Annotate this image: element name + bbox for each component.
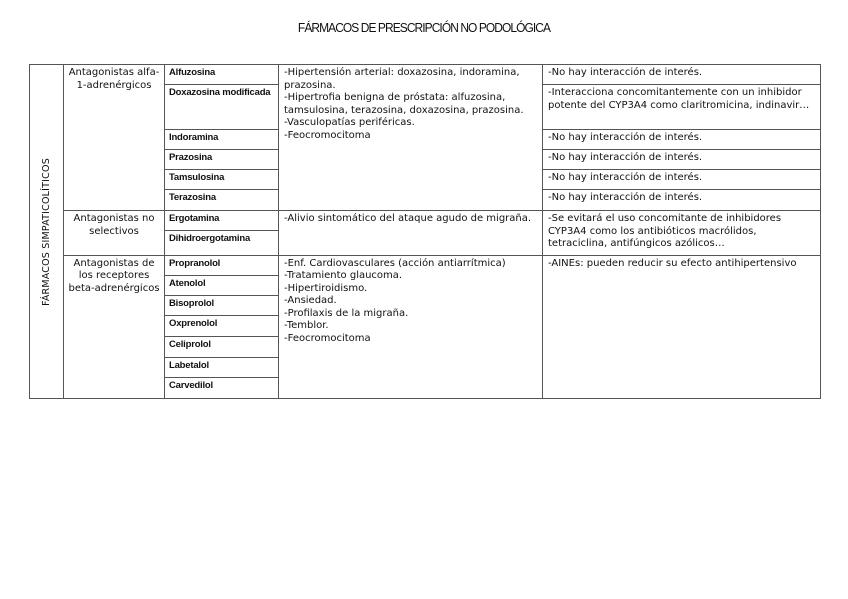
drug-name: Carvedilol <box>165 377 279 398</box>
interaction-cell: -Interacciona concomitantemente con un inhibidor potente del CYP3A4 como claritromicina, indinavir… <box>543 85 821 129</box>
group-name: Antagonistas de los receptores beta-adrenérgicos <box>64 255 165 398</box>
interaction-cell: -No hay interacción de interés. <box>543 190 821 211</box>
drug-name: Celiprolol <box>165 337 279 357</box>
indication-cell: -Alivio sintomático del ataque agudo de migraña. <box>279 211 543 255</box>
drug-name: Oxprenolol <box>165 316 279 337</box>
drug-name: Indoramina <box>165 129 279 149</box>
interaction-cell: -Se evitará el uso concomitante de inhibidores CYP3A4 como los antibióticos macrólidos, tetraciclina, antifúngicos azólicos… <box>543 211 821 255</box>
group-name: Antagonistas no selectivos <box>64 211 165 255</box>
drug-name: Dihidroergotamina <box>165 231 279 255</box>
drug-name: Bisoprolol <box>165 295 279 315</box>
side-label-cell <box>30 65 64 399</box>
drug-name: Doxazosina modificada <box>165 85 279 129</box>
drug-name: Alfuzosina <box>165 65 279 85</box>
drug-name: Tamsulosina <box>165 169 279 189</box>
interaction-cell: -No hay interacción de interés. <box>543 169 821 189</box>
interaction-cell: -No hay interacción de interés. <box>543 65 821 85</box>
table-row <box>30 211 821 231</box>
drug-name: Labetalol <box>165 357 279 377</box>
drug-name: Atenolol <box>165 275 279 295</box>
drug-table <box>29 64 821 399</box>
drug-name: Ergotamina <box>165 211 279 231</box>
side-label: FÁRMACOS SIMPATICOLÍTICOS <box>40 157 52 306</box>
interaction-cell: -No hay interacción de interés. <box>543 129 821 149</box>
group-name: Antagonistas alfa-1-adrenérgicos <box>64 65 165 211</box>
indication-cell: -Enf. Cardiovasculares (acción antiarrítmica) -Tratamiento glaucoma. -Hipertiroidismo. -Ansiedad. -Profilaxis de la migraña. -Temblor. -Feocromocitoma <box>279 255 543 398</box>
table-row <box>30 255 821 275</box>
drug-name: Prazosina <box>165 149 279 169</box>
page-title: FÁRMACOS DE PRESCRIPCIÓN NO PODOLÓGICA <box>297 20 551 35</box>
drug-name: Propranolol <box>165 255 279 275</box>
table-row <box>30 65 821 85</box>
interaction-cell: -AINEs: pueden reducir su efecto antihipertensivo <box>543 255 821 398</box>
interaction-cell: -No hay interacción de interés. <box>543 149 821 169</box>
drug-name: Terazosina <box>165 190 279 211</box>
indication-cell: -Hipertensión arterial: doxazosina, indoramina, prazosina. -Hipertrofia benigna de próstata: alfuzosina, tamsulosina, terazosina, doxazosina, prazosina. -Vasculopatías periféricas. -Feocromocitoma <box>279 65 543 211</box>
